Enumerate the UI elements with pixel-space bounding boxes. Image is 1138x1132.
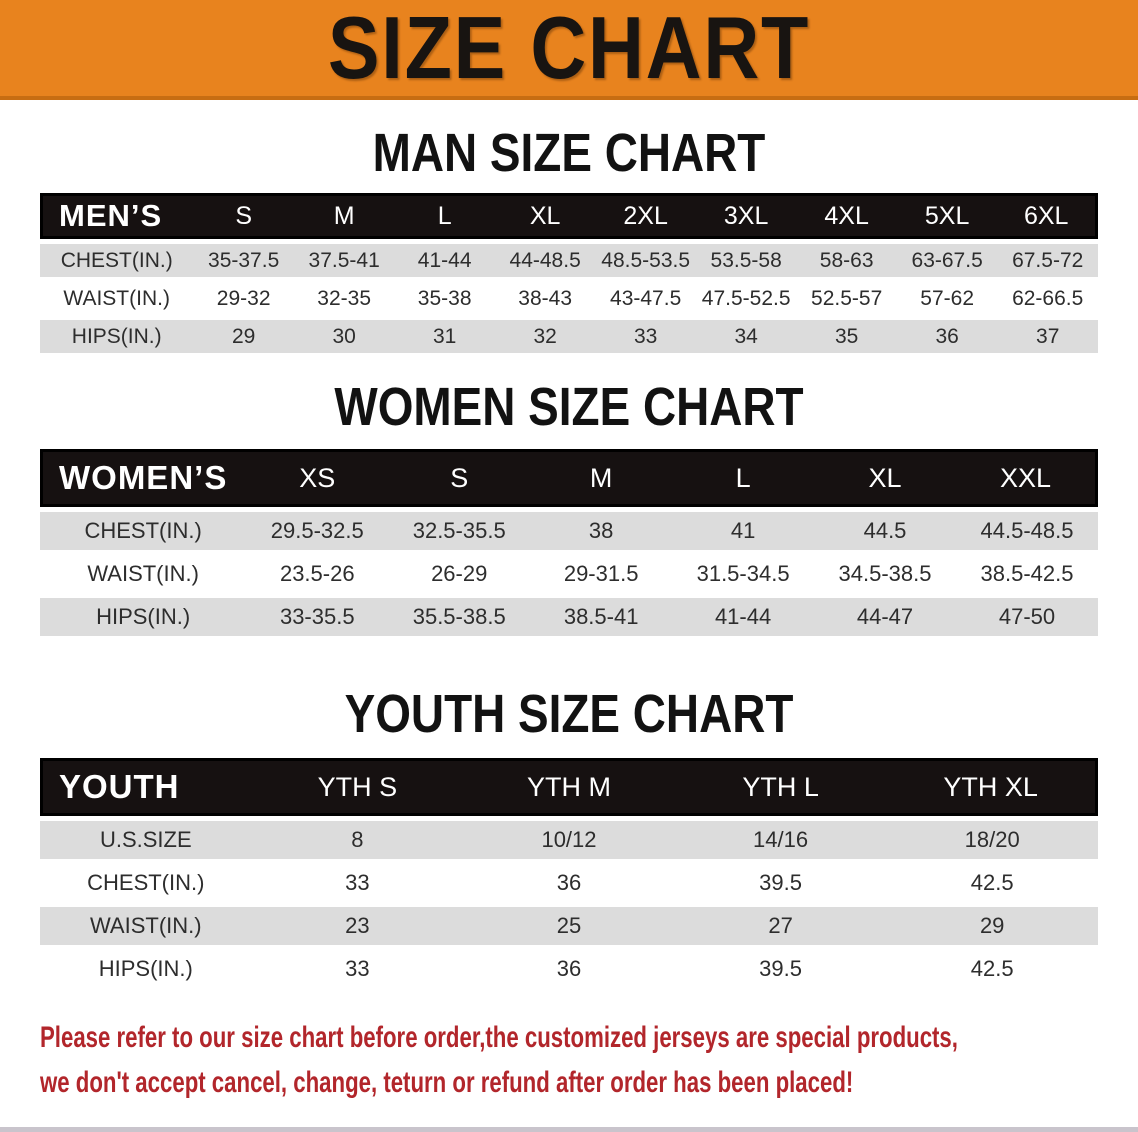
table-row [40,320,1098,353]
cell-value: 29 [886,907,1098,945]
cell-value: 27 [675,907,887,945]
cell-value: 34.5-38.5 [814,555,956,593]
men-size-column-header: 6XL [997,193,1098,239]
row-label: HIPS(IN.) [40,598,246,636]
disclaimer-line-2: we don't accept cancel, change, teturn or refund after order has been placed! [40,1066,854,1099]
men-header-row [40,193,1098,239]
men-size-column-header: 5XL [897,193,998,239]
women-size-column-header: S [388,449,530,507]
cell-value: 58-63 [796,244,897,277]
youth-table-label: YOUTH [40,758,252,816]
cell-value: 52.5-57 [796,282,897,315]
table-row [40,907,1098,945]
cell-value: 33 [252,864,464,902]
youth-size-table [40,753,1098,993]
cell-value: 42.5 [886,950,1098,988]
cell-value: 33-35.5 [246,598,388,636]
women-header-row [40,449,1098,507]
cell-value: 35-38 [394,282,495,315]
men-size-column-header: 4XL [796,193,897,239]
women-size-table [40,444,1098,641]
table-row [40,821,1098,859]
youth-size-column-header: YTH M [463,758,675,816]
cell-value: 34 [696,320,797,353]
cell-value: 47.5-52.5 [696,282,797,315]
table-row [40,282,1098,315]
youth-section-title [40,684,1098,744]
men-size-table [40,188,1098,358]
cell-value: 38.5-42.5 [956,555,1098,593]
cell-value: 41 [672,512,814,550]
row-label: WAIST(IN.) [40,907,252,945]
women-size-column-header: XS [246,449,388,507]
cell-value: 29-32 [193,282,294,315]
size-chart-banner [0,0,1138,100]
table-row [40,864,1098,902]
row-label: HIPS(IN.) [40,950,252,988]
cell-value: 47-50 [956,598,1098,636]
cell-value: 44-47 [814,598,956,636]
cell-value: 48.5-53.5 [595,244,696,277]
cell-value: 30 [294,320,395,353]
cell-value: 57-62 [897,282,998,315]
cell-value: 32-35 [294,282,395,315]
cell-value: 29 [193,320,294,353]
cell-value: 44.5-48.5 [956,512,1098,550]
disclaimer-text [40,1015,1138,1105]
cell-value: 39.5 [675,864,887,902]
men-table-label: MEN’S [40,193,193,239]
cell-value: 31 [394,320,495,353]
women-section-title [40,377,1098,437]
cell-value: 37 [997,320,1098,353]
disclaimer-line-1: Please refer to our size chart before order,the customized jerseys are special products, [40,1021,958,1054]
row-label: WAIST(IN.) [40,282,193,315]
cell-value: 44.5 [814,512,956,550]
men-size-column-header: 2XL [595,193,696,239]
row-label: U.S.SIZE [40,821,252,859]
youth-size-column-header: YTH XL [886,758,1098,816]
cell-value: 42.5 [886,864,1098,902]
cell-value: 44-48.5 [495,244,596,277]
men-size-column-header: XL [495,193,596,239]
cell-value: 33 [595,320,696,353]
cell-value: 41-44 [394,244,495,277]
man-section-title-text: MAN SIZE CHART [372,123,766,183]
men-size-column-header: 3XL [696,193,797,239]
cell-value: 35.5-38.5 [388,598,530,636]
table-row [40,555,1098,593]
cell-value: 39.5 [675,950,887,988]
cell-value: 29.5-32.5 [246,512,388,550]
cell-value: 38 [530,512,672,550]
youth-header-row [40,758,1098,816]
cell-value: 26-29 [388,555,530,593]
cell-value: 38-43 [495,282,596,315]
table-row [40,512,1098,550]
men-size-column-header: M [294,193,395,239]
row-label: WAIST(IN.) [40,555,246,593]
cell-value: 36 [463,864,675,902]
banner-title: SIZE CHART [327,0,811,97]
cell-value: 41-44 [672,598,814,636]
table-row [40,950,1098,988]
row-label: HIPS(IN.) [40,320,193,353]
men-size-column-header: S [193,193,294,239]
youth-section-title-text: YOUTH SIZE CHART [344,684,794,744]
cell-value: 23 [252,907,464,945]
cell-value: 62-66.5 [997,282,1098,315]
cell-value: 10/12 [463,821,675,859]
cell-value: 18/20 [886,821,1098,859]
women-table-label: WOMEN’S [40,449,246,507]
man-section-title [40,123,1098,183]
women-size-column-header: XL [814,449,956,507]
row-label: CHEST(IN.) [40,244,193,277]
cell-value: 23.5-26 [246,555,388,593]
cell-value: 35 [796,320,897,353]
table-row [40,598,1098,636]
youth-size-column-header: YTH L [675,758,887,816]
cell-value: 63-67.5 [897,244,998,277]
cell-value: 8 [252,821,464,859]
cell-value: 38.5-41 [530,598,672,636]
bottom-edge-strip [0,1127,1138,1132]
cell-value: 25 [463,907,675,945]
cell-value: 36 [463,950,675,988]
content-area [0,123,1138,993]
cell-value: 53.5-58 [696,244,797,277]
row-label: CHEST(IN.) [40,864,252,902]
men-size-column-header: L [394,193,495,239]
table-row [40,244,1098,277]
youth-size-column-header: YTH S [252,758,464,816]
women-size-column-header: XXL [956,449,1098,507]
cell-value: 29-31.5 [530,555,672,593]
cell-value: 32.5-35.5 [388,512,530,550]
cell-value: 31.5-34.5 [672,555,814,593]
cell-value: 33 [252,950,464,988]
women-size-column-header: M [530,449,672,507]
cell-value: 43-47.5 [595,282,696,315]
cell-value: 67.5-72 [997,244,1098,277]
cell-value: 14/16 [675,821,887,859]
cell-value: 37.5-41 [294,244,395,277]
women-section-title-text: WOMEN SIZE CHART [334,377,804,437]
cell-value: 32 [495,320,596,353]
women-size-column-header: L [672,449,814,507]
row-label: CHEST(IN.) [40,512,246,550]
cell-value: 35-37.5 [193,244,294,277]
cell-value: 36 [897,320,998,353]
